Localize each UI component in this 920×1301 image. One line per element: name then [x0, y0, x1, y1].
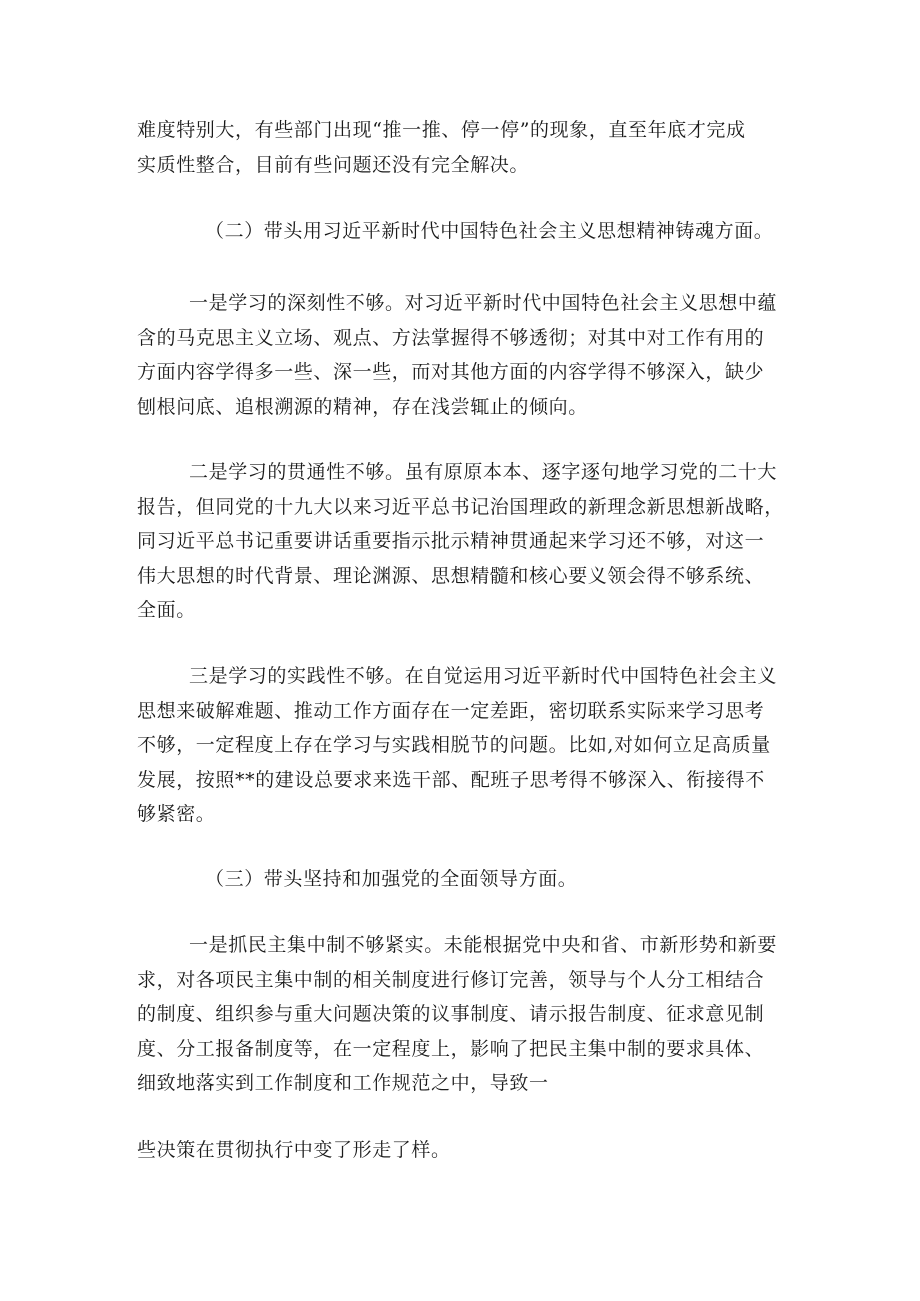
text-line: 实质性整合，目前有些问题还没有完全解决。 — [137, 153, 530, 176]
text-line: 难度特别大，有些部门出现“推一推、停一停”的现象，直至年底才完成 — [137, 119, 746, 141]
text-line: 三是学习的实践性不够。在自觉运用习近平新时代中国特色社会主义 — [189, 665, 778, 687]
text-line: 一是学习的深刻性不够。对习近平新时代中国特色社会主义思想中蕴 — [189, 292, 778, 314]
text-line: 伟大思想的时代背景、理论渊源、思想精髓和核心要义领会得不够系统、 — [137, 564, 765, 587]
text-line: 一是抓民主集中制不够紧实。未能根据党中央和省、市新形势和新要 — [189, 934, 778, 956]
paragraph-continuation — [137, 113, 787, 182]
text-line: 发展，按照**的建设总要求来选干部、配班子思考得不够深入、衔接得不 — [137, 768, 765, 791]
paragraph-democratic-centralism — [137, 928, 787, 1101]
paragraph-depth — [137, 286, 787, 424]
text-line: 方面内容学得多一些、深一些，而对其他方面的内容学得不够深入，缺少 — [137, 361, 765, 383]
section-heading-3: （三）带头坚持和加强党的全面领导方面。 — [205, 868, 578, 890]
text-line: 的制度、组织参与重大问题决策的议事制度、请示报告制度、征求意见制 — [137, 1003, 765, 1025]
text-line: 思想来破解难题、推动工作方面存在一定差距，密切联系实际来学习思考 — [137, 699, 765, 722]
paragraph-tail — [137, 1133, 787, 1168]
text-line: 不够，一定程度上存在学习与实践相脱节的问题。比如,对如何立足高质量 — [137, 734, 771, 756]
text-line: 够紧密。 — [137, 803, 216, 825]
section-heading-2: （二）带头用习近平新时代中国特色社会主义思想精神铸魂方面。 — [205, 220, 774, 242]
paragraph-coherence — [137, 455, 787, 628]
text-line: 些决策在贯彻执行中变了形走了样。 — [137, 1139, 451, 1161]
text-line: 同习近平总书记重要讲话重要指示批示精神贯通起来学习还不够，对这一 — [137, 530, 765, 552]
text-line: 报告，但同党的十九大以来习近平总书记治国理政的新理念新思想新战略， — [137, 495, 784, 518]
text-line: 二是学习的贯通性不够。虽有原原本本、逐字逐句地学习党的二十大 — [189, 461, 778, 483]
text-line: 含的马克思主义立场、观点、方法掌握得不够透彻；对其中对工作有用的 — [137, 326, 765, 349]
text-line: 细致地落实到工作制度和工作规范之中，导致一 — [137, 1072, 549, 1094]
text-line: 求，对各项民主集中制的相关制度进行修订完善，领导与个人分工相结合 — [137, 968, 765, 991]
text-line: 全面。 — [137, 599, 196, 621]
paragraph-practice — [137, 659, 787, 832]
text-line: 度、分工报备制度等，在一定程度上，影响了把民主集中制的要求具体、 — [137, 1037, 765, 1060]
text-line: 刨根问底、追根溯源的精神，存在浅尝辄止的倾向。 — [137, 395, 588, 418]
